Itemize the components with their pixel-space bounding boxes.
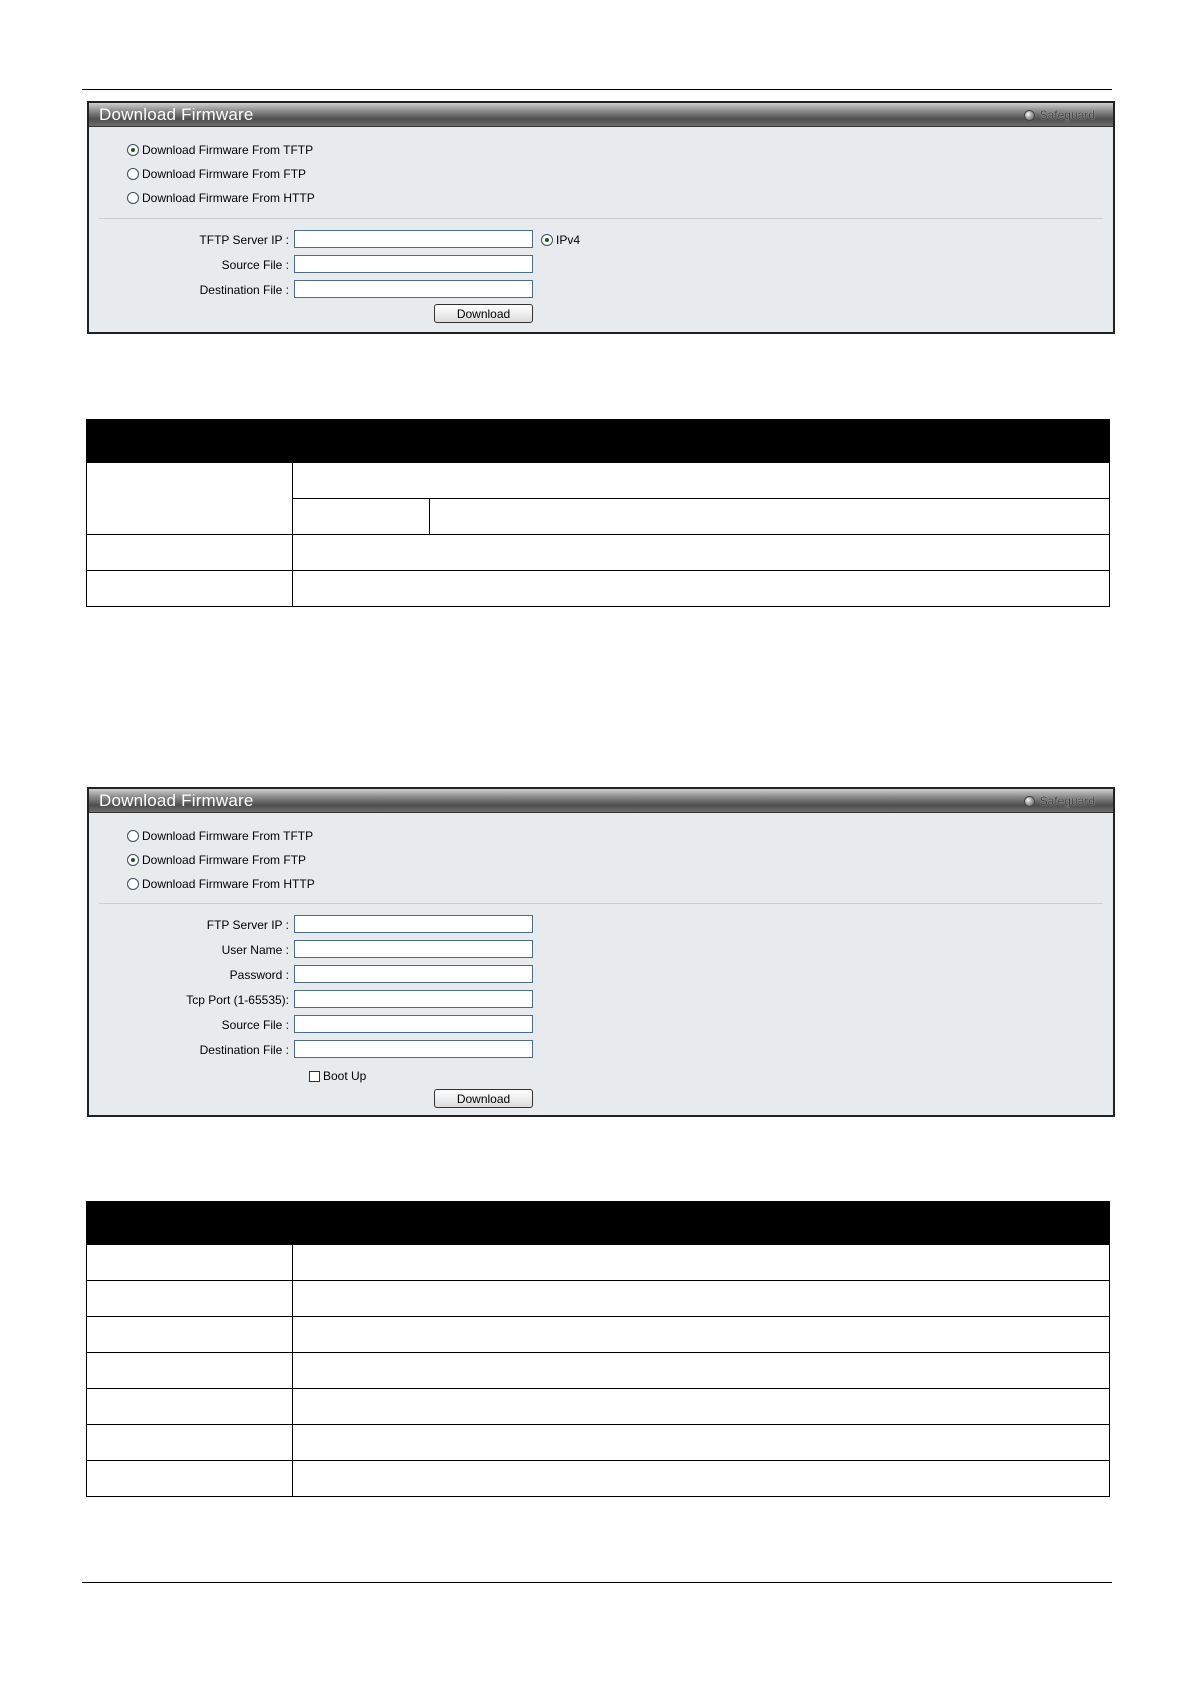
table-header-row [87,420,1110,463]
destination-file-input[interactable] [294,280,533,298]
panel-header [89,103,1113,127]
table-row [87,1389,1110,1425]
radio-button-icon[interactable] [127,168,139,180]
download-firmware-tftp-panel [87,101,1115,334]
table-cell [293,1353,1110,1389]
table-cell [87,1317,293,1353]
divider [99,218,1103,219]
boot-up-label: Boot Up [323,1069,367,1083]
tcp-port-label: Tcp Port (1-65535): [186,993,289,1007]
radio-label: Download Firmware From FTP [142,167,307,181]
table-row [87,463,1110,499]
table-cell [430,499,1110,535]
radio-button-icon[interactable] [127,144,139,156]
panel-title: Download Firmware [99,791,254,810]
destination-file-label: Destination File : [199,1043,289,1057]
table-row [87,535,1110,571]
table-row [87,1245,1110,1281]
table-header-cell [87,420,1110,463]
source-file-label: Source File : [221,1018,289,1032]
safeguard-icon [1024,110,1035,121]
user-name-label: User Name : [221,943,289,957]
tftp-server-ip-label: TFTP Server IP : [199,233,289,247]
radio-http[interactable] [127,191,315,205]
password-input[interactable] [294,965,533,983]
table-header-row [87,1202,1110,1245]
radio-ftp[interactable] [127,853,306,867]
boot-up-checkbox[interactable] [309,1071,320,1082]
source-file-input[interactable] [294,1015,533,1033]
table-cell [293,571,1110,607]
tcp-port-input[interactable] [294,990,533,1008]
source-file-label: Source File : [221,258,289,272]
radio-button-icon[interactable] [541,234,553,246]
radio-button-icon[interactable] [127,854,139,866]
table-header-cell [87,1202,1110,1245]
table-cell [293,1461,1110,1497]
tftp-server-ip-input[interactable] [294,230,533,248]
table-cell [87,1461,293,1497]
radio-tftp[interactable] [127,829,313,843]
panel-header [89,789,1113,813]
table-row [87,1353,1110,1389]
safeguard-indicator [1024,108,1095,122]
table-row [87,1461,1110,1497]
table-cell [87,1281,293,1317]
radio-label: Download Firmware From TFTP [142,143,314,157]
destination-file-label: Destination File : [199,283,289,297]
radio-label: Download Firmware From TFTP [142,829,314,843]
safeguard-label: Safeguard [1039,108,1095,122]
radio-http[interactable] [127,877,315,891]
safeguard-label: Safeguard [1039,794,1095,808]
radio-label: Download Firmware From HTTP [142,191,315,205]
table-cell [87,463,293,535]
radio-button-icon[interactable] [127,878,139,890]
table-cell [293,535,1110,571]
table-cell [87,1353,293,1389]
table-cell [293,1317,1110,1353]
radio-button-icon[interactable] [127,830,139,842]
header-rule [82,89,1112,90]
table-cell [293,499,430,535]
footer-rule [82,1582,1112,1583]
boot-up-option[interactable] [309,1069,366,1083]
table-row [87,1425,1110,1461]
source-file-input[interactable] [294,255,533,273]
safeguard-indicator [1024,794,1095,808]
download-button[interactable]: Download [434,304,533,323]
table-cell [87,571,293,607]
radio-button-icon[interactable] [127,192,139,204]
table-row [87,1317,1110,1353]
radio-label: Download Firmware From HTTP [142,877,315,891]
ftp-server-ip-label: FTP Server IP : [206,918,289,932]
table-cell [293,1245,1110,1281]
download-button[interactable]: Download [434,1089,533,1108]
panel-title: Download Firmware [99,105,254,124]
radio-ftp[interactable] [127,167,306,181]
password-label: Password : [229,968,289,982]
table-row [87,571,1110,607]
download-firmware-ftp-panel [87,787,1115,1117]
table-row [87,1281,1110,1317]
table-cell [293,1281,1110,1317]
ipv4-option[interactable] [541,233,580,247]
radio-tftp[interactable] [127,143,313,157]
table-cell [87,1389,293,1425]
table-cell [87,535,293,571]
ftp-server-ip-input[interactable] [294,915,533,933]
safeguard-icon [1024,796,1035,807]
user-name-input[interactable] [294,940,533,958]
parameter-table-2 [86,1201,1110,1497]
destination-file-input[interactable] [294,1040,533,1058]
table-cell [87,1245,293,1281]
table-cell [293,1389,1110,1425]
table-cell [293,463,1110,499]
radio-label: Download Firmware From FTP [142,853,307,867]
parameter-table-1 [86,419,1110,607]
table-cell [293,1425,1110,1461]
divider [99,903,1103,904]
table-cell [87,1425,293,1461]
ipv4-label: IPv4 [556,233,581,247]
